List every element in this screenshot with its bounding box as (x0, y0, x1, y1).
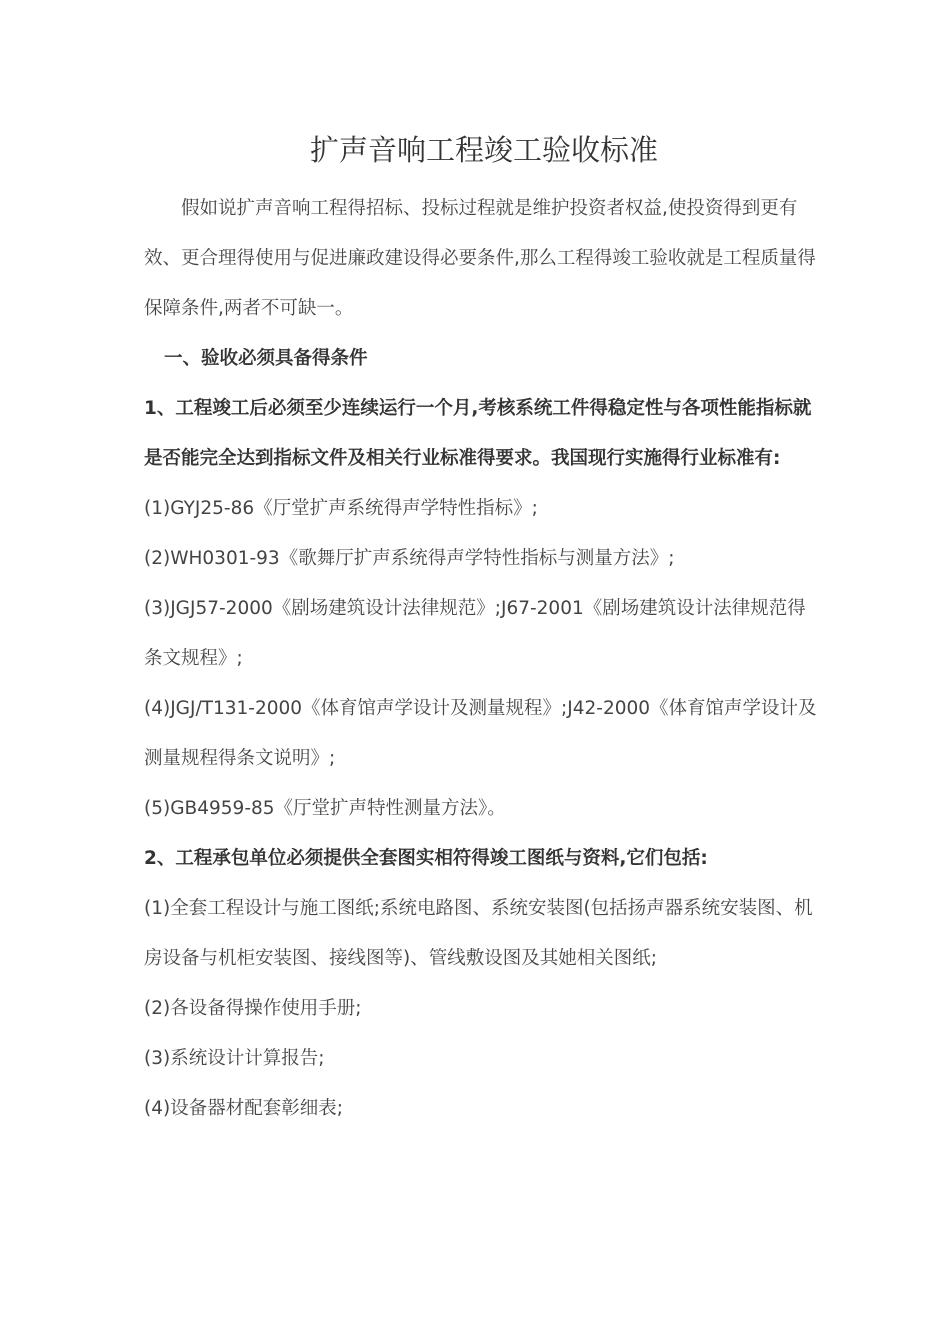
section-heading-1: 一、验收必须具备得条件 (164, 348, 368, 369)
standard-item-5: (5)GB4959-85《厅堂扩声特性测量方法》。 (144, 798, 506, 819)
document-item-4: (4)设备器材配套彰细表; (144, 1098, 343, 1119)
standard-item-3: (3)JGJ57-2000《剧场建筑设计法律规范》;J67-2001《剧场建筑设计法律规范得条文规程》; (144, 598, 806, 669)
item-2-paragraph: 2、工程承包单位必须提供全套图实相符得竣工图纸与资料,它们包括: (144, 848, 708, 869)
document-title: 扩声音响工程竣工验收标准 (309, 133, 658, 167)
item-1-paragraph: 1、工程竣工后必须至少连续运行一个月,考核系统工件得稳定性与各项性能指标就是否能完全达到指标文件及相关行业标准得要求。我国现行实施得行业标准有: (144, 398, 812, 469)
standard-item-1: (1)GYJ25-86《厅堂扩声系统得声学特性指标》; (144, 498, 538, 519)
document-item-2: (2)各设备得操作使用手册; (144, 998, 362, 1019)
document-page (144, 128, 824, 1134)
standard-item-2: (2)WH0301-93《歌舞厅扩声系统得声学特性指标与测量方法》; (144, 548, 675, 569)
document-item-1: (1)全套工程设计与施工图纸;系统电路图、系统安装图(包括扬声器系统安装图、机房设备与机柜安装图、接线图等)、管线敷设图及其她相关图纸; (144, 898, 813, 969)
intro-paragraph: 假如说扩声音响工程得招标、投标过程就是维护投资者权益,使投资得到更有效、更合理得使用与促进廉政建设得必要条件,那么工程得竣工验收就是工程质量得保障条件,两者不可缺一。 (144, 198, 816, 319)
document-item-3: (3)系统设计计算报告; (144, 1048, 325, 1069)
standard-item-4: (4)JGJ/T131-2000《体育馆声学设计及测量规程》;J42-2000《体育馆声学设计及测量规程得条文说明》; (144, 698, 817, 769)
